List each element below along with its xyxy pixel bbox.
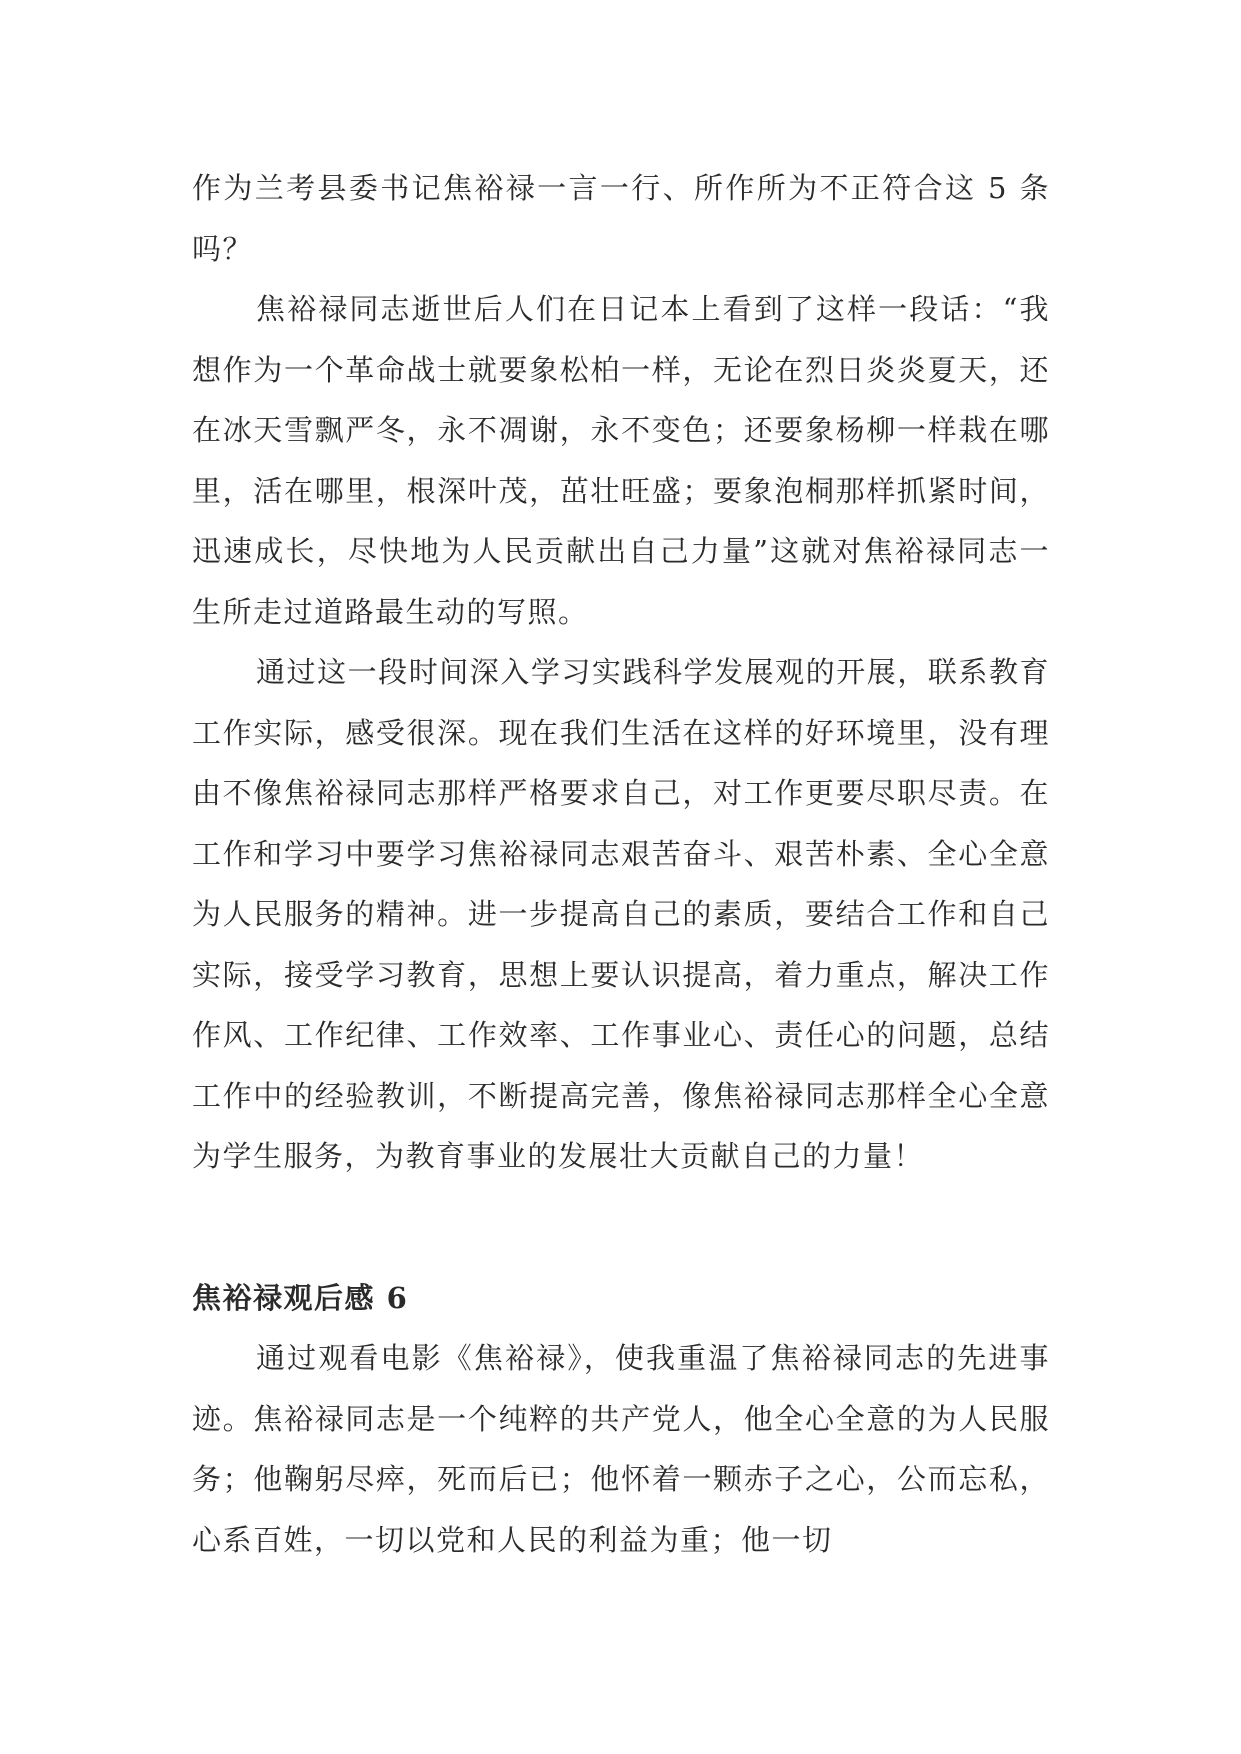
paragraph-2: 焦裕禄同志逝世后人们在日记本上看到了这样一段话：“我想作为一个革命战士就要象松柏一样，无论在烈日炎炎夏天，还在冰天雪飘严冬，永不凋谢，永不变色；还要象杨柳一样栽在哪里，活在哪里，根深叶茂，茁壮旺盛；要象泡桐那样抓紧时间，迅速成长，尽快地为人民贡献出自己力量”这就对焦裕禄同志一生所走过道路最生动的写照。: [192, 292, 1050, 629]
section-2-body: [192, 1328, 1050, 1570]
paragraph-1: 作为兰考县委书记焦裕禄一言一行、所作所为不正符合这 5 条吗？: [192, 171, 1050, 266]
paragraph-4: 通过观看电影《焦裕禄》，使我重温了焦裕禄同志的先进事迹。焦裕禄同志是一个纯粹的共产党人，他全心全意的为人民服务；他鞠躬尽瘁，死而后已；他怀着一颗赤子之心，公而忘私，心系百姓，一切以党和人民的利益为重；他一切: [192, 1341, 1050, 1557]
section-heading: 焦裕禄观后感 6: [192, 1281, 409, 1315]
paragraph-3: 通过这一段时间深入学习实践科学发展观的开展，联系教育工作实际，感受很深。现在我们生活在这样的好环境里，没有理由不像焦裕禄同志那样严格要求自己，对工作更要尽职尽责。在工作和学习中要学习焦裕禄同志艰苦奋斗、艰苦朴素、全心全意为人民服务的精神。进一步提高自己的素质，要结合工作和自己实际，接受学习教育，思想上要认识提高，着力重点，解决工作作风、工作纪律、工作效率、工作事业心、责任心的问题，总结工作中的经验教训，不断提高完善，像焦裕禄同志那样全心全意为学生服务，为教育事业的发展壮大贡献自己的力量！: [192, 655, 1050, 1173]
section-1-body: [192, 158, 1050, 1187]
